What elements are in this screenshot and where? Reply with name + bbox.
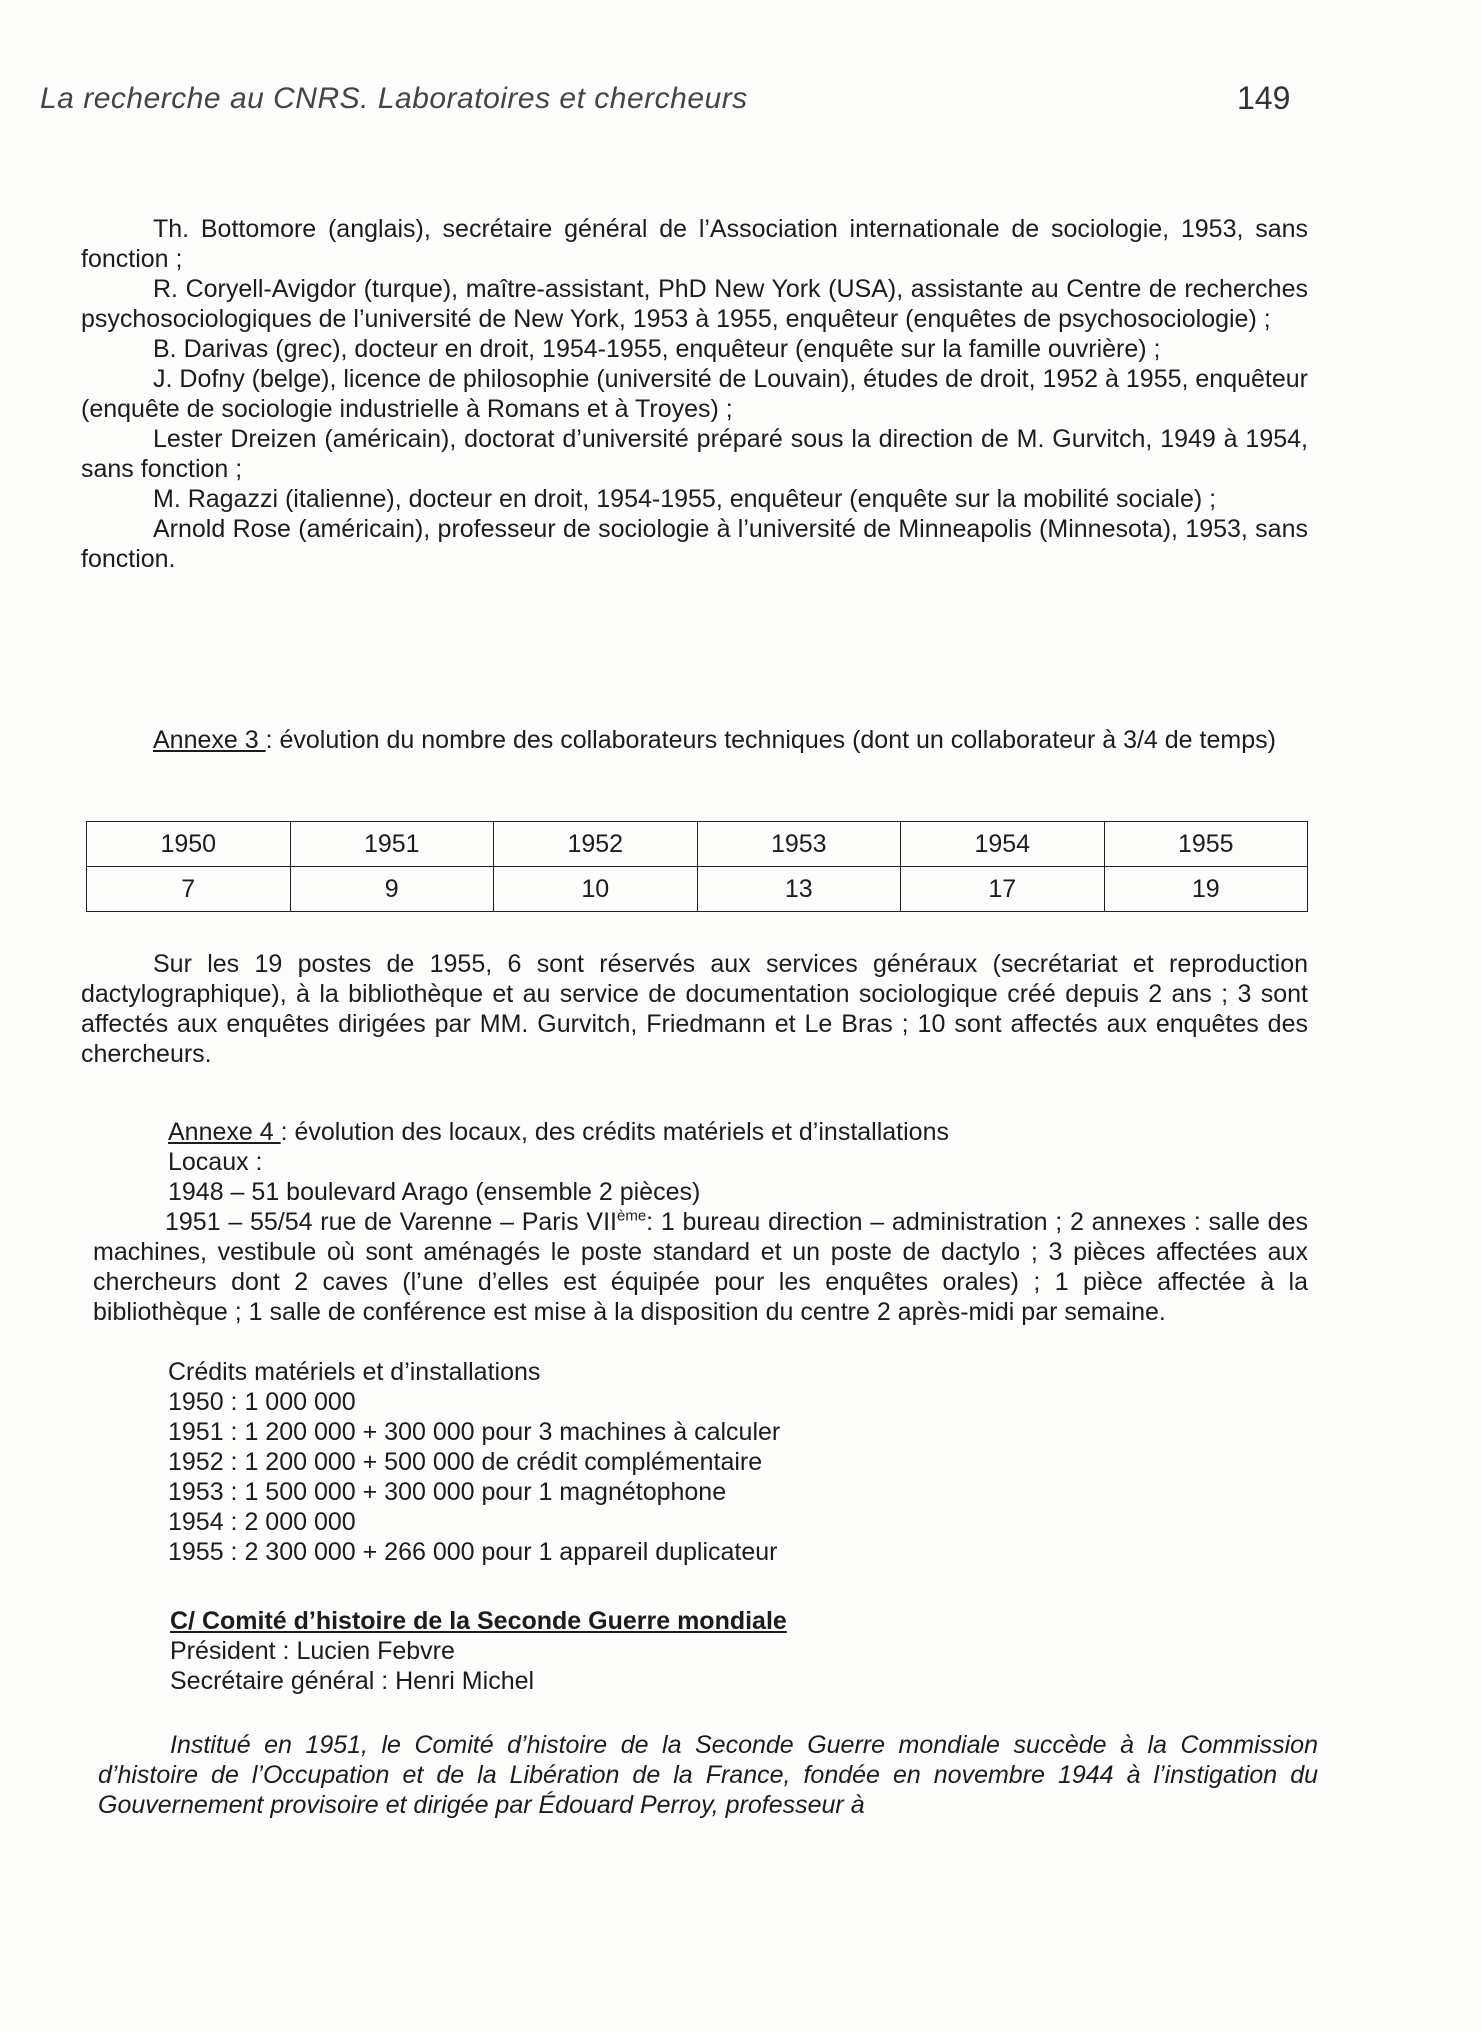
researcher-entry: Arnold Rose (américain), professeur de sociologie à l’université de Minneapolis (Minnesota), 1953, sans fonction.	[81, 515, 1308, 573]
locaux-label: Locaux :	[168, 1148, 263, 1176]
table-cell: 1951	[290, 822, 494, 867]
table-row-years	[87, 822, 1308, 867]
section-c-header	[170, 1606, 1400, 1696]
credit-line: 1955 : 2 300 000 + 266 000 pour 1 appareil duplicateur	[168, 1538, 778, 1566]
table-cell: 1954	[901, 822, 1105, 867]
table-cell: 1950	[87, 822, 291, 867]
annexe3-paragraph-block	[81, 949, 1308, 1069]
researcher-entry: Lester Dreizen (américain), doctorat d’université préparé sous la direction de M. Gurvitch, 1949 à 1954, sans fonction ;	[81, 425, 1308, 483]
collaborators-table	[86, 821, 1308, 912]
table-cell: 19	[1104, 867, 1308, 912]
locaux-1951-sup: ème	[616, 1207, 647, 1225]
locaux-1951-block	[93, 1207, 1308, 1327]
table-cell: 13	[697, 867, 901, 912]
researcher-entry: R. Coryell-Avigdor (turque), maître-assistant, PhD New York (USA), assistante au Centre de recherches psychosociologiques de l’université de New York, 1953 à 1955, enquêteur (enquêtes de psychosociologie) ;	[81, 275, 1308, 333]
credit-line: 1954 : 2 000 000	[168, 1508, 356, 1536]
researchers-list	[81, 214, 1308, 574]
running-title: La recherche au CNRS. Laboratoires et chercheurs	[40, 82, 748, 115]
credits-block	[168, 1357, 1398, 1567]
table-row-counts	[87, 867, 1308, 912]
credit-line: 1950 : 1 000 000	[168, 1388, 356, 1416]
researcher-entry: B. Darivas (grec), docteur en droit, 1954-1955, enquêteur (enquête sur la famille ouvrière) ;	[153, 335, 1161, 363]
annexe4-text: : évolution des locaux, des crédits matériels et d’installations	[280, 1118, 949, 1146]
researcher-entry: J. Dofny (belge), licence de philosophie (université de Louvain), études de droit, 1952 à 1955, enquêteur (enquête de sociologie industrielle à Romans et à Troyes) ;	[81, 365, 1308, 423]
section-c-intro: Institué en 1951, le Comité d’histoire de la Seconde Guerre mondiale succède à la Commission d’histoire de l’Occupation et de la Libération de la France, fondée en novembre 1944 à l’instigation du Gouvernement provisoire et dirigée par Édouard Perroy, professeur à	[98, 1731, 1318, 1819]
annexe4-header	[168, 1117, 1398, 1207]
annexe3-text: : évolution du nombre des collaborateurs techniques (dont un collaborateur à 3/4 de temps)	[265, 726, 1276, 754]
researcher-entry: M. Ragazzi (italienne), docteur en droit, 1954-1955, enquêteur (enquête sur la mobilité sociale) ;	[153, 485, 1217, 513]
researcher-entry: Th. Bottomore (anglais), secrétaire général de l’Association internationale de sociologie, 1953, sans fonction ;	[81, 215, 1308, 273]
table-cell: 7	[87, 867, 291, 912]
credit-line: 1951 : 1 200 000 + 300 000 pour 3 machines à calculer	[168, 1418, 781, 1446]
table-cell: 9	[290, 867, 494, 912]
annexe3-label: Annexe 3	[153, 726, 266, 754]
table-cell: 17	[901, 867, 1105, 912]
credits-label: Crédits matériels et d’installations	[168, 1358, 541, 1386]
credit-line: 1952 : 1 200 000 + 500 000 de crédit complémentaire	[168, 1448, 763, 1476]
locaux-1948: 1948 – 51 boulevard Arago (ensemble 2 pièces)	[168, 1178, 701, 1206]
locaux-1951-rest: : 1 bureau direction – administration ; 2 annexes : salle des machines, vestibule où sont aménagés le poste standard et un poste de dactylo ; 3 pièces affectées aux chercheurs dont 2 caves (l’une d’elles est équipée pour les enquêtes orales) ; 1 pièce affectée à la bibliothèque ; 1 salle de conférence est mise à la disposition du centre 2 après-midi par semaine.	[93, 1208, 1308, 1326]
page-number: 149	[1237, 80, 1291, 116]
credit-line: 1953 : 1 500 000 + 300 000 pour 1 magnétophone	[168, 1478, 727, 1506]
section-c-secretary: Secrétaire général : Henri Michel	[170, 1667, 535, 1695]
section-c-heading: C/ Comité d’histoire de la Seconde Guerre mondiale	[170, 1607, 787, 1635]
section-c-intro-block	[98, 1730, 1318, 1820]
annexe3-paragraph: Sur les 19 postes de 1955, 6 sont réservés aux services généraux (secrétariat et reproduction dactylographique), à la bibliothèque et au service de documentation sociologique créé depuis 2 ans ; 3 sont affectés aux enquêtes dirigées par MM. Gurvitch, Friedmann et Le Bras ; 10 sont affectés aux enquêtes des chercheurs.	[81, 950, 1308, 1068]
table-cell: 1955	[1104, 822, 1308, 867]
annexe4-label: Annexe 4	[168, 1118, 281, 1146]
annexe3-caption	[81, 725, 1308, 755]
locaux-1951-start: 1951 – 55/54 rue de Varenne – Paris VII	[165, 1208, 617, 1236]
table-cell: 1953	[697, 822, 901, 867]
table-cell: 1952	[494, 822, 698, 867]
table-cell: 10	[494, 867, 698, 912]
section-c-president: Président : Lucien Febvre	[170, 1637, 455, 1665]
